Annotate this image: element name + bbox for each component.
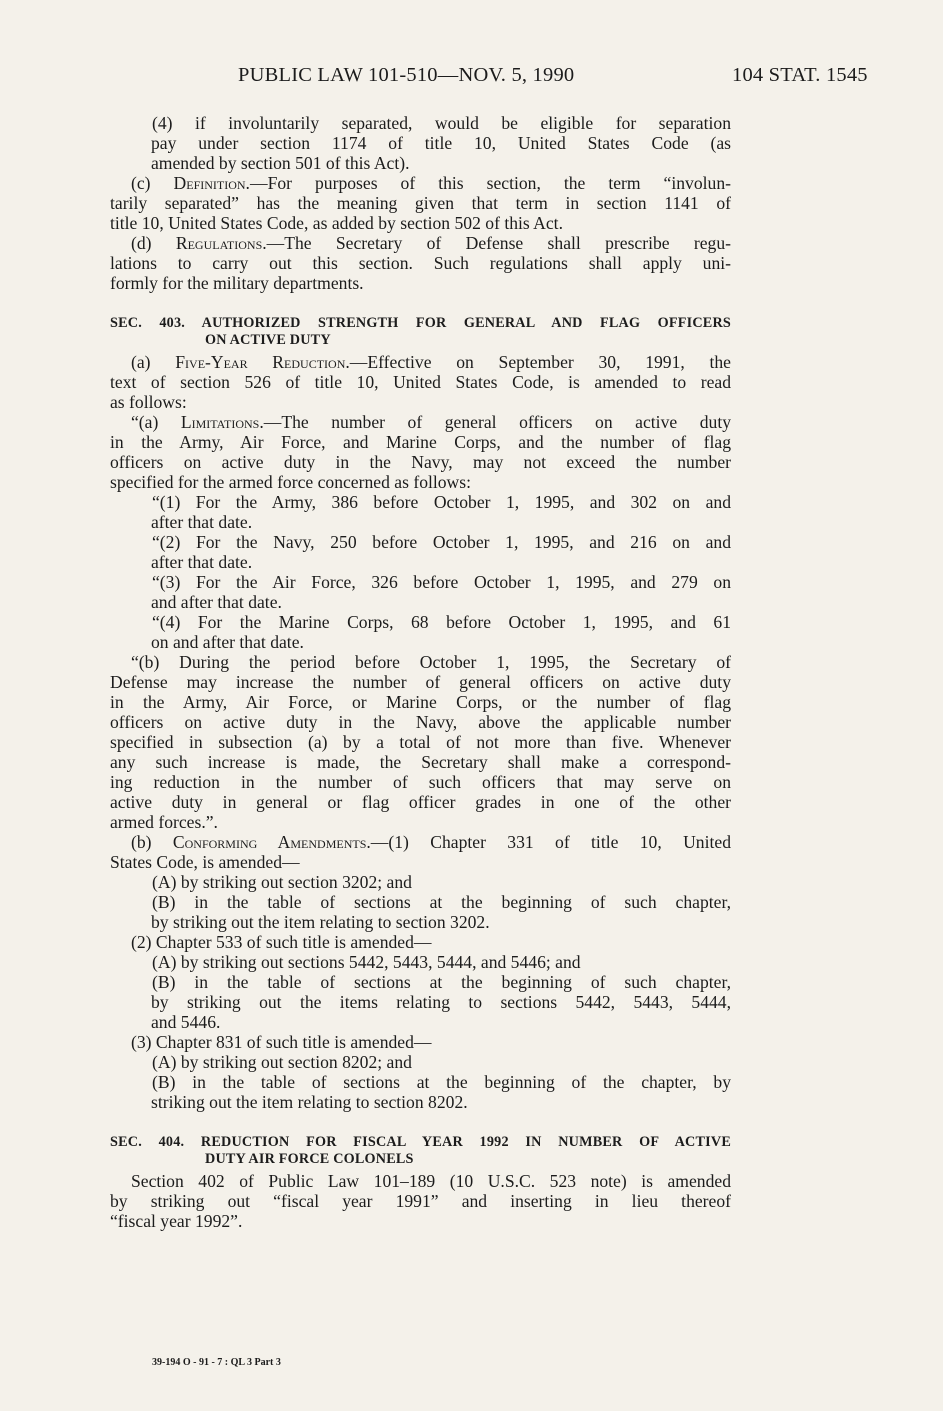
- document-body: [110, 113, 731, 1231]
- amendment-3-b: (B) in the table of sections at the beginning of the chapter, by striking out the item relating to section 8202.: [151, 1072, 731, 1112]
- list-item-navy: “(2) For the Navy, 250 before October 1, 1995, and 216 on and after that date.: [151, 532, 731, 572]
- heading-limitations: Limitations.: [180, 412, 264, 432]
- list-item-air-force: “(3) For the Air Force, 326 before October 1, 1995, and 279 on and after that date.: [151, 572, 731, 612]
- amendment-1-a: (A) by striking out section 3202; and: [152, 872, 412, 892]
- print-job-footer: 39-194 O - 91 - 7 : QL 3 Part 3: [152, 1357, 281, 1368]
- list-item-marine-corps: “(4) For the Marine Corps, 68 before October 1, 1995, and 61 on and after that date.: [151, 612, 731, 652]
- amendment-3-a: (A) by striking out section 8202; and: [152, 1052, 412, 1072]
- amendment-2-a: (A) by striking out sections 5442, 5443, 5444, and 5446; and: [152, 952, 581, 972]
- page-stat-number: 104 STAT. 1545: [732, 64, 868, 86]
- paragraph-section-402-amendment: Section 402 of Public Law 101–189 (10 U.S.C. 523 note) is amended by striking out “fiscal year 1991” and inserting in lieu thereof “fiscal year 1992”.: [110, 1171, 731, 1231]
- heading-five-year-reduction: Five-Year Reduction.: [175, 352, 350, 372]
- heading-regulations: Regulations.: [175, 233, 267, 253]
- section-heading-404: SEC. 404. REDUCTION FOR FISCAL YEAR 1992 IN NUMBER OF ACTIVE DUTY AIR FORCE COLONELS: [110, 1134, 731, 1167]
- heading-conforming-amendments: Conforming Amendments.: [172, 832, 371, 852]
- paragraph-a-five-year-reduction: (a) Five-Year Reduction.—Effective on September 30, 1991, the text of section 526 of title 10, United States Code, is amended to read as follows:: [110, 352, 731, 412]
- amendment-2-b: (B) in the table of sections at the beginning of such chapter, by striking out the items relating to sections 5442, 5443, 5444, and 5446.: [151, 972, 731, 1032]
- running-head-title: PUBLIC LAW 101-510—NOV. 5, 1990: [238, 64, 575, 86]
- list-item-army: “(1) For the Army, 386 before October 1, 1995, and 302 on and after that date.: [151, 492, 731, 532]
- amendment-1-b: (B) in the table of sections at the beginning of such chapter, by striking out the item relating to section 3202.: [151, 892, 731, 932]
- section-heading-403: SEC. 403. AUTHORIZED STRENGTH FOR GENERAL AND FLAG OFFICERS ON ACTIVE DUTY: [110, 315, 731, 348]
- paragraph-4: (4) if involuntarily separated, would be eligible for separation pay under section 1174 of title 10, United States Code (as amended by section 501 of this Act).: [151, 113, 731, 173]
- paragraph-c-definition: (c) Definition.—For purposes of this section, the term “involun- tarily separated” has the meaning given that term in section 1141 of title 10, United States Code, as added by section 502 of this Act.: [110, 173, 731, 233]
- paragraph-b-conforming-amendments: (b) Conforming Amendments.—(1) Chapter 331 of title 10, United States Code, is amended—: [110, 832, 731, 872]
- amendment-3: (3) Chapter 831 of such title is amended—: [131, 1032, 432, 1052]
- paragraph-a-limitations: “(a) Limitations.—The number of general officers on active duty in the Army, Air Force, and Marine Corps, and the number of flag officers on active duty in the Navy, may not exceed the number specified for the armed force concerned as follows:: [110, 412, 731, 492]
- heading-definition: Definition.: [173, 173, 250, 193]
- paragraph-d-regulations: (d) Regulations.—The Secretary of Defense shall prescribe regu- lations to carry out this section. Such regulations shall apply uni- formly for the military departments.: [110, 233, 732, 293]
- amendment-2: (2) Chapter 533 of such title is amended—: [131, 932, 432, 952]
- paragraph-b-period-before: “(b) During the period before October 1, 1995, the Secretary of Defense may increase the number of general officers on active duty in the Army, Air Force, or Marine Corps, or the number of flag officers on active duty in the Navy, above the applicable number specified in subsection (a) by a total of not more than five. Whenever any such increase is made, the Secretary shall make a correspond- ing reduction in the number of such officers that may serve on active duty in general or flag officer grades in one of the other armed forces.”.: [110, 652, 731, 832]
